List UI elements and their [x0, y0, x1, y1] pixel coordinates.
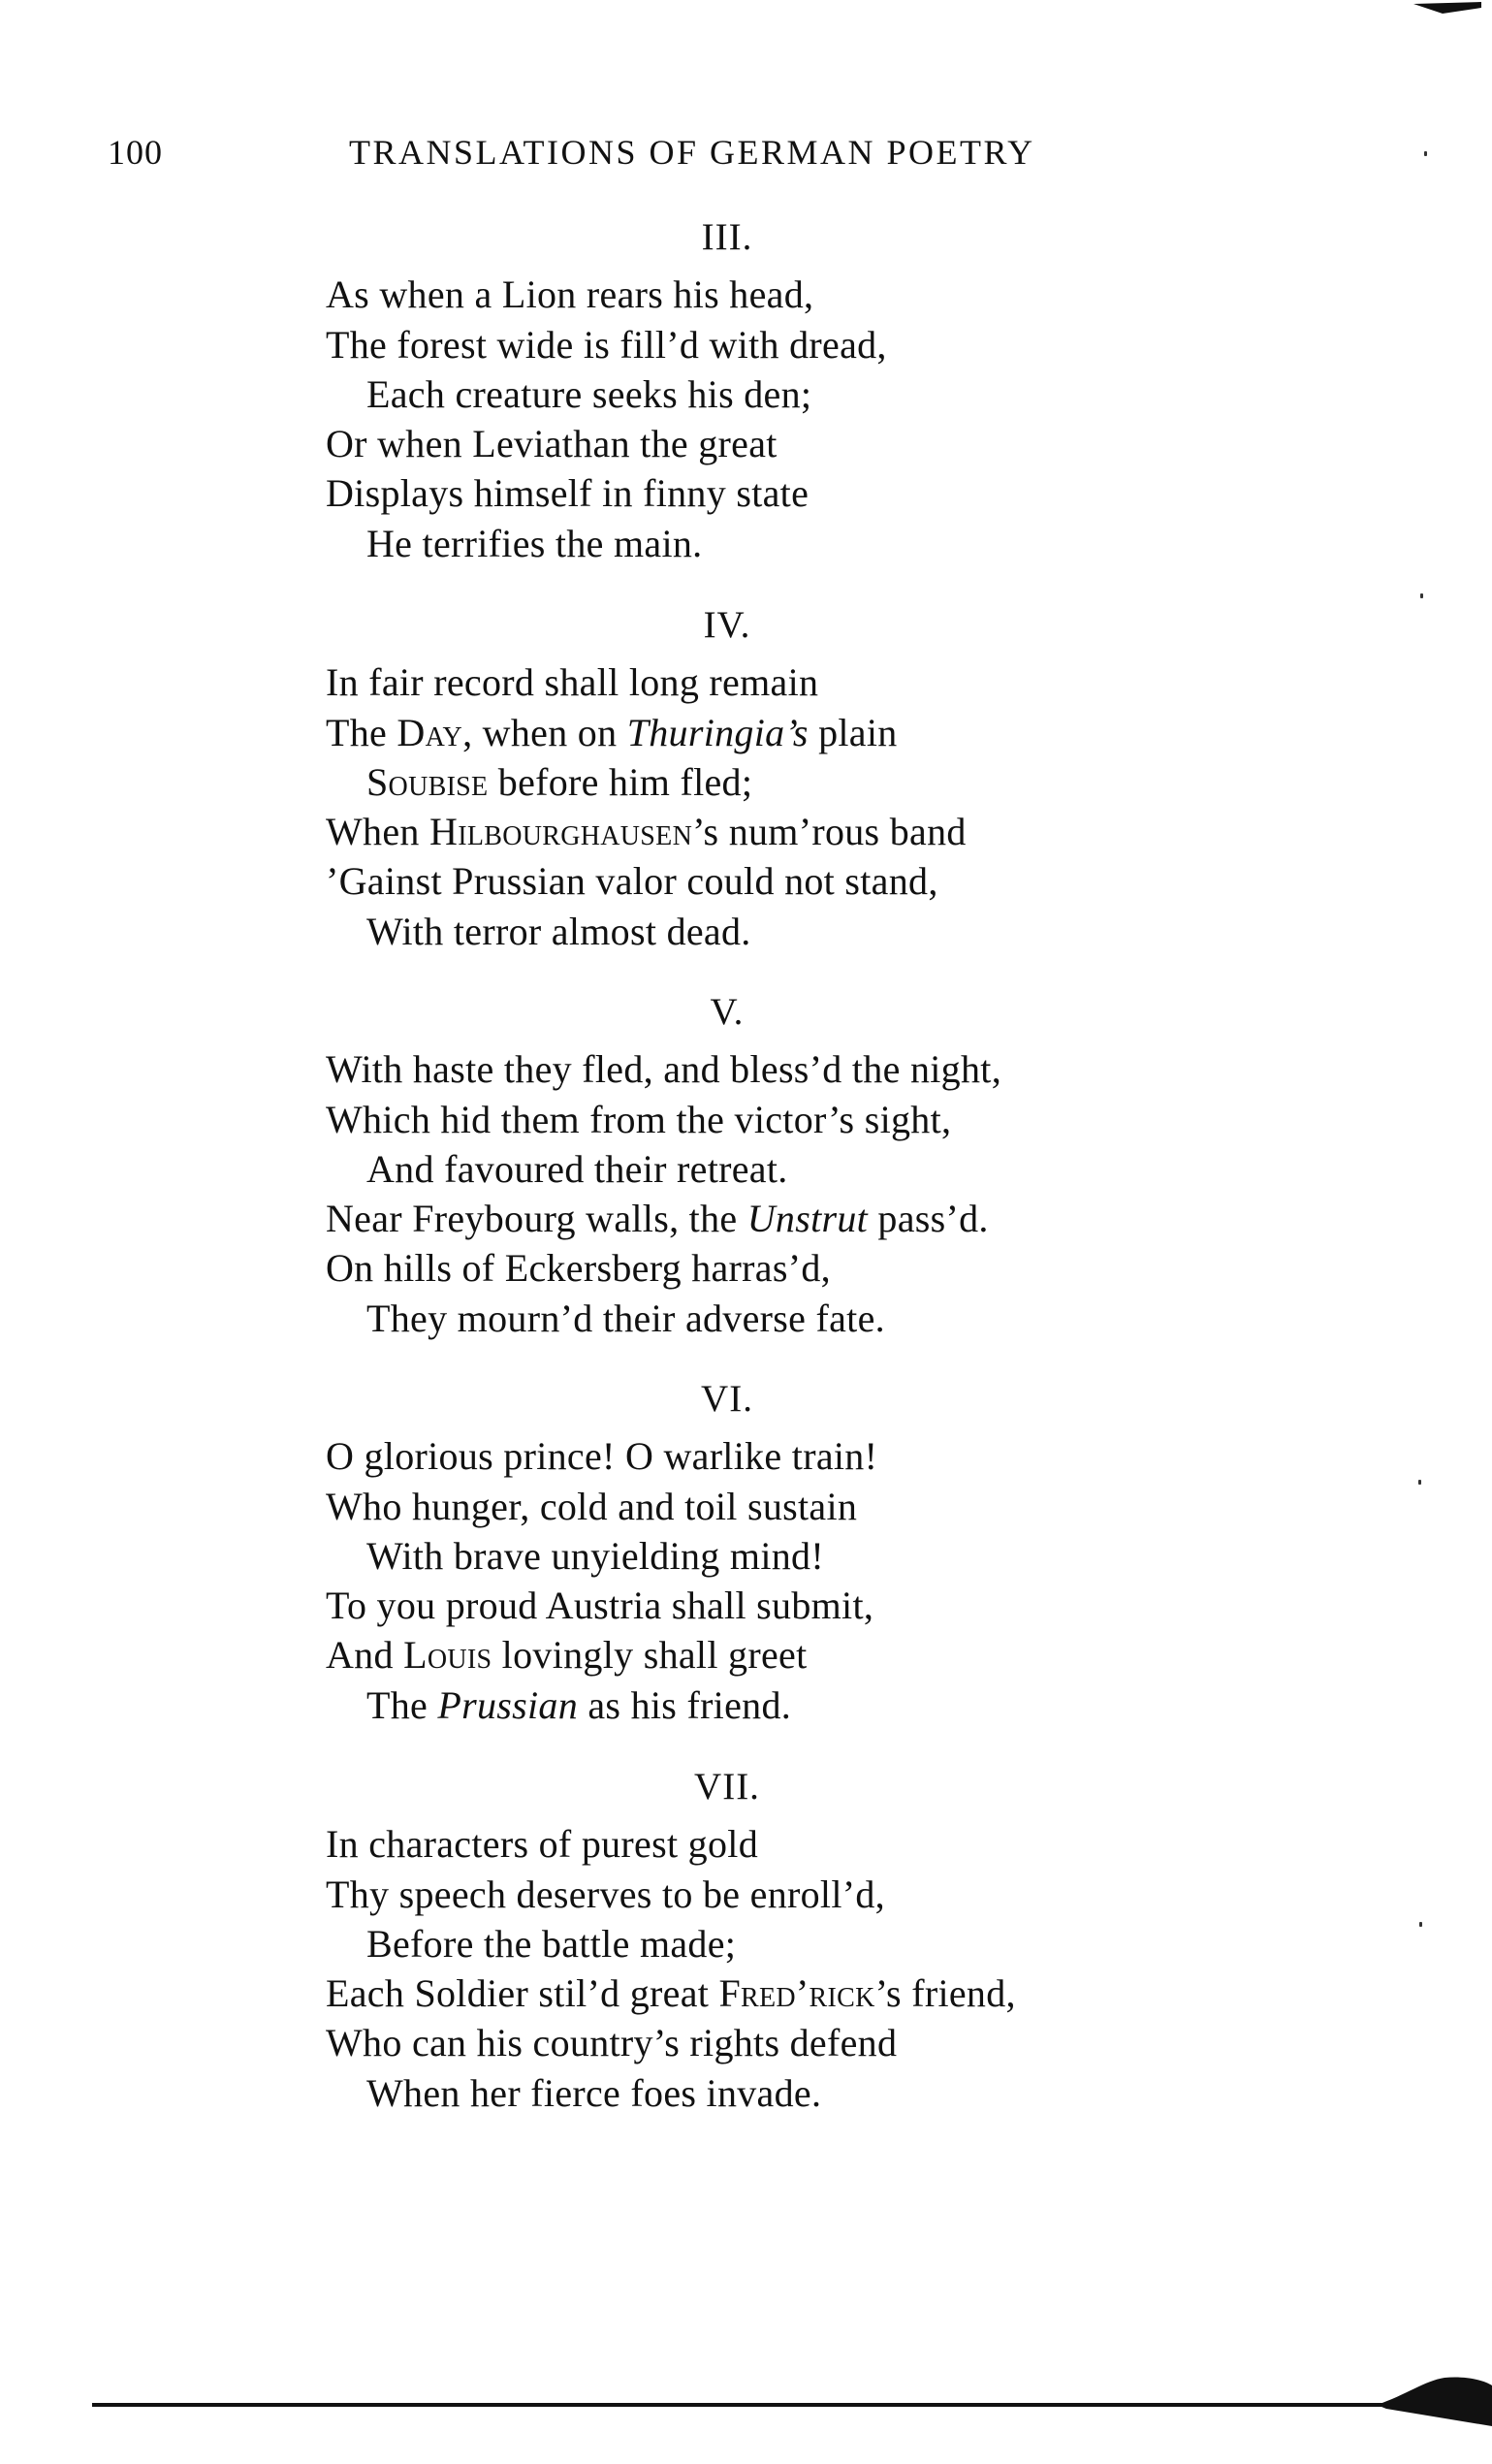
verse-line: Near Freybourg walls, the Unstrut pass’d. — [326, 1197, 989, 1240]
verse-line: O glorious prince! O warlike train! — [326, 1434, 878, 1478]
stanza-number: III. — [701, 216, 753, 258]
small-caps-name: Fred’rick — [718, 1971, 875, 2015]
verse-line: To you proud Austria shall submit, — [326, 1584, 874, 1627]
stanza-number: VII. — [694, 1766, 760, 1808]
verse-line: Each creature seeks his den; — [366, 372, 812, 416]
verse-line: Who can his country’s rights defend — [326, 2021, 898, 2064]
verse-line: Before the battle made; — [366, 1922, 737, 1966]
verse-line: With terror almost dead. — [366, 910, 751, 953]
verse-line: In characters of purest gold — [326, 1822, 758, 1866]
verse-line: With brave unyielding mind! — [366, 1534, 824, 1578]
verse-line: The Day, when on Thuringia’s plain — [326, 711, 898, 754]
verse-line: And Louis lovingly shall greet — [326, 1633, 808, 1677]
verse-line: ’Gainst Prussian valor could not stand, — [326, 859, 938, 903]
running-head: TRANSLATIONS OF GERMAN POETRY — [349, 133, 1035, 172]
small-caps-name: Soubise — [366, 760, 489, 804]
stanza-number: VI. — [701, 1378, 753, 1420]
italic-name: Prussian — [437, 1683, 579, 1727]
verse-line: Which hid them from the victor’s sight, — [326, 1098, 952, 1141]
verse-line: He terrifies the main. — [366, 522, 703, 565]
verse-line: Displays himself in finny state — [326, 471, 809, 515]
verse-line: On hills of Eckersberg harras’d, — [326, 1246, 831, 1290]
verse-line: With haste they fled, and bless’d the night, — [326, 1047, 1001, 1091]
verse-line: When Hilbourghausen’s num’rous band — [326, 810, 967, 853]
stanza-number: V. — [710, 991, 745, 1033]
bottom-page-edge — [92, 2403, 1411, 2407]
verse-line: The forest wide is fill’d with dread, — [326, 323, 887, 367]
italic-name: Thuringia’s — [626, 711, 809, 754]
scan-speck — [1424, 151, 1427, 156]
verse-line: As when a Lion rears his head, — [326, 272, 814, 316]
verse-line: Thy speech deserves to be enroll’d, — [326, 1872, 885, 1916]
stanza-number: IV. — [703, 604, 751, 646]
small-caps-name: Hilbourghausen — [429, 810, 693, 853]
scan-edge-mark — [1413, 0, 1481, 21]
small-caps-name: Day — [397, 711, 463, 754]
verse-line: Or when Leviathan the great — [326, 422, 778, 465]
verse-line: Who hunger, cold and toil sustain — [326, 1485, 858, 1528]
scan-speck — [1418, 1480, 1421, 1485]
verse-line: And favoured their retreat. — [366, 1147, 788, 1191]
italic-name: Unstrut — [746, 1197, 869, 1240]
scan-speck — [1419, 1922, 1422, 1927]
small-caps-name: Louis — [403, 1633, 492, 1677]
scan-corner-blot — [1377, 2366, 1492, 2434]
verse-line: Each Soldier stil’d great Fred’rick’s friend, — [326, 1971, 1016, 2015]
verse-line: In fair record shall long remain — [326, 660, 819, 704]
verse-line: They mourn’d their adverse fate. — [366, 1296, 885, 1340]
verse-line: When her fierce foes invade. — [366, 2071, 822, 2115]
verse-line: The Prussian as his friend. — [366, 1683, 792, 1727]
scan-speck — [1420, 593, 1423, 598]
page-number: 100 — [108, 133, 163, 172]
verse-line: Soubise before him fled; — [366, 760, 753, 804]
